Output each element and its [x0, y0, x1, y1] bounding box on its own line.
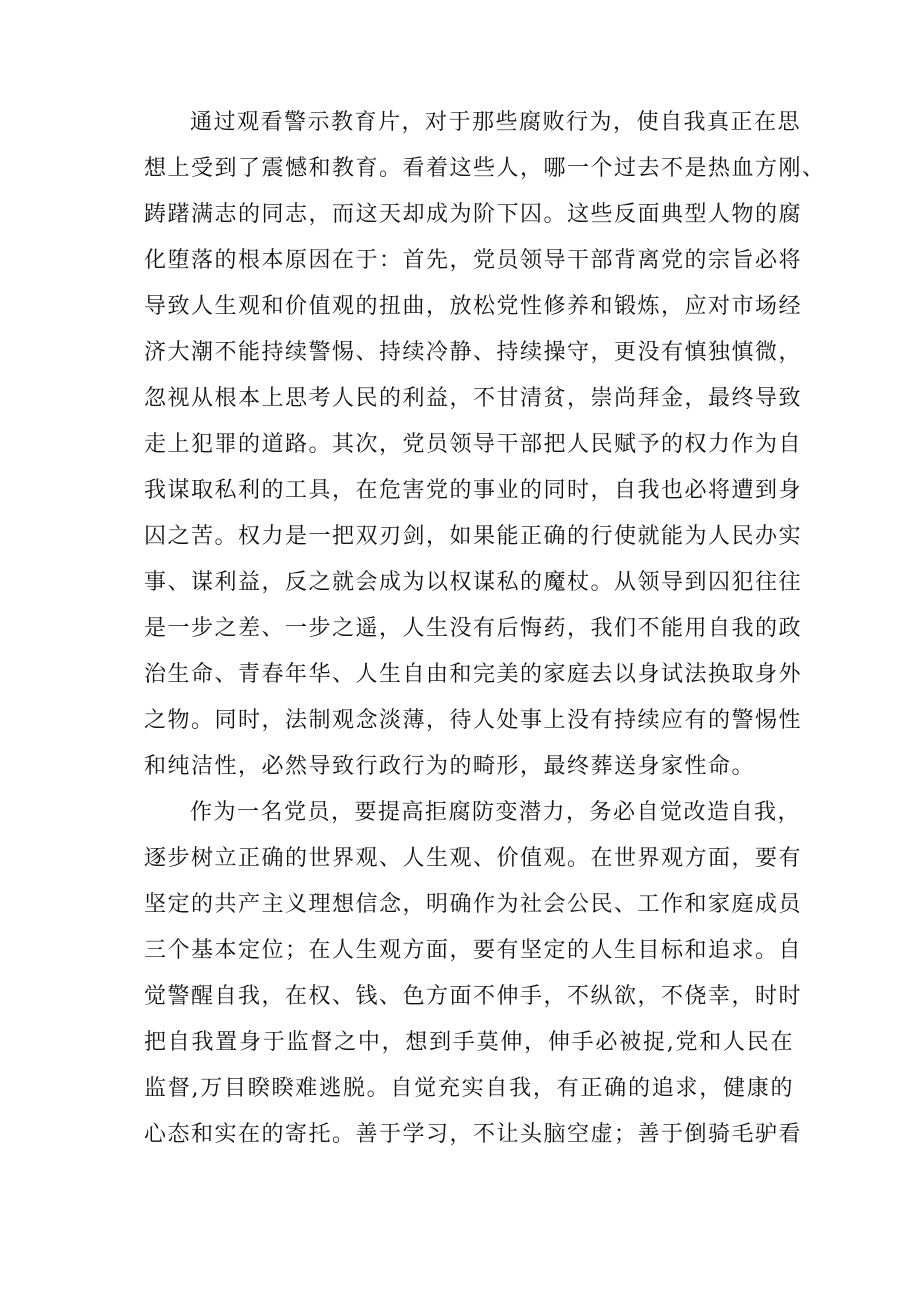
paragraph-2-line-5: 觉警醒自我，在权、钱、色方面不伸手，不纵欲，不侥幸，时时 [144, 984, 803, 1009]
paragraph-2-line-2: 逐步树立正确的世界观、人生观、价值观。在世界观方面，要有 [144, 846, 803, 871]
paragraph-1-line-3: 踌躇满志的同志，而这天却成为阶下囚。这些反面典型人物的腐 [144, 202, 803, 227]
paragraph-1-line-7: 忽视从根本上思考人民的利益，不甘清贫，崇尚拜金，最终导致 [144, 386, 803, 411]
paragraph-2-line-7: 监督,万目睽睽难逃脱。自觉充实自我，有正确的追求，健康的 [144, 1076, 794, 1101]
paragraph-2-line-6: 把自我置身于监督之中，想到手莫伸，伸手必被捉,党和人民在 [144, 1030, 794, 1055]
paragraph-1-line-9: 我谋取私利的工具，在危害党的事业的同时，自我也必将遭到身 [144, 478, 803, 503]
paragraph-1-line-12: 是一步之差、一步之遥，人生没有后悔药，我们不能用自我的政 [144, 616, 803, 641]
paragraph-2-line-3: 坚定的共产主义理想信念，明确作为社会公民、工作和家庭成员 [144, 892, 803, 917]
paragraph-1-line-6: 济大潮不能持续警惕、持续冷静、持续操守，更没有慎独慎微， [144, 340, 803, 365]
paragraph-1-line-4: 化堕落的根本原因在于：首先，党员领导干部背离党的宗旨必将 [144, 248, 803, 273]
paragraph-1-line-2: 想上受到了震憾和教育。看着这些人，哪一个过去不是热血方刚、 [144, 156, 826, 181]
paragraph-2-line-8: 心态和实在的寄托。善于学习，不让头脑空虚；善于倒骑毛驴看 [144, 1122, 803, 1147]
paragraph-1-line-14: 之物。同时，法制观念淡薄，待人处事上没有持续应有的警惕性 [144, 708, 803, 733]
paragraph-2-line-1: 作为一名党员，要提高拒腐防变潜力，务必自觉改造自我， [190, 800, 802, 825]
paragraph-2-line-4: 三个基本定位；在人生观方面，要有坚定的人生目标和追求。自 [144, 938, 803, 963]
paragraph-1-line-11: 事、谋利益，反之就会成为以权谋私的魔杖。从领导到囚犯往往 [144, 570, 803, 595]
paragraph-1-line-13: 治生命、青春年华、人生自由和完美的家庭去以身试法换取身外 [144, 662, 803, 687]
paragraph-1-line-15: 和纯洁性，必然导致行政行为的畸形，最终葬送身家性命。 [144, 754, 756, 779]
paragraph-1-line-10: 囚之苦。权力是一把双刃剑，如果能正确的行使就能为人民办实 [144, 524, 803, 549]
paragraph-1-line-1: 通过观看警示教育片，对于那些腐败行为，使自我真正在思 [190, 110, 802, 135]
paragraph-1-line-5: 导致人生观和价值观的扭曲，放松党性修养和锻炼，应对市场经 [144, 294, 803, 319]
paragraph-1-line-8: 走上犯罪的道路。其次，党员领导干部把人民赋予的权力作为自 [144, 432, 803, 457]
